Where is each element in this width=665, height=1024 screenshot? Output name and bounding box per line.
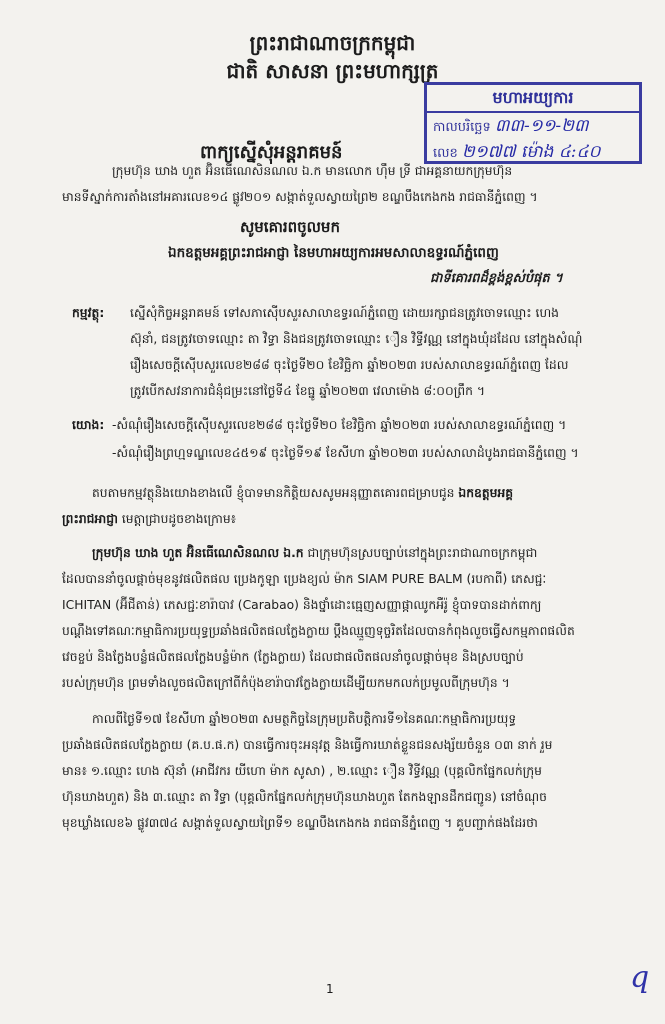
reference-label: យោង: xyxy=(72,418,105,432)
stamp-number-value: ២១៧៧ ម៉ោង ៤:៤០ xyxy=(461,142,601,162)
stamp-date-label: កាលបរិច្ឆេទ xyxy=(433,120,491,135)
addressee-name: ឯកឧត្តមអគ្គព្រះរាជអាជ្ញា នៃមហាអយ្យការអមសាលាឧទ្ធរណ៍ភ្នំពេញ xyxy=(168,245,499,261)
handwritten-margin-mark: q xyxy=(630,960,650,995)
para1-line-1-text: តបតាមកម្មវត្ថុនិងយោងខាងលើ ខ្ញុំបាទមានកិត្តិយសសូមអនុញ្ញាតគោរពជម្រាបជូន xyxy=(92,486,455,500)
para2-line-5: វេចខ្ចប់ និងក្លែងបន្លំផលិតផលក្លែងបន្លំម៉ាក (ក្លែងក្លាយ) ដែលជាផលិតផលនាំចូលផ្តាច់មុខ និងស្របច្បាប់ xyxy=(62,650,524,664)
stamp-date-value: ៣៣-១១-២៣ xyxy=(494,116,589,136)
addressee-honorific: ជាទីគោរពដ៏ខ្ពង់ខ្ពស់បំផុត ។ xyxy=(430,271,563,286)
para1-line-2-text: មេត្តាជ្រាបដូចខាងក្រោម៖ xyxy=(121,512,237,526)
national-motto: ជាតិ សាសនា ព្រះមហាក្សត្រ xyxy=(226,59,439,83)
subject-line-1: ស្នើសុំកិច្ចអន្តរាគមន៍ ទៅសភាស៊ើបសួរសាលាឧទ្ធរណ៍ភ្នំពេញ ដោយរក្សាជនត្រូវចោទឈ្មោះ ហេង xyxy=(130,306,559,320)
stamp-title: មហាអយ្យការ xyxy=(427,85,639,113)
para1-line-2-title: ព្រះរាជអាជ្ញា xyxy=(62,512,118,526)
reference-line-2: -សំណុំរឿងព្រហ្មទណ្ឌលេខ៤៥១៩ ចុះថ្ងៃទី១៩ ខែសីហា ឆ្នាំ២០២៣ របស់សាលាដំបូងរាជធានីភ្នំពេញ ។ xyxy=(112,446,579,460)
addressee-greeting: សូមគោរពចូលមក xyxy=(240,218,340,236)
para3-line-5: មុខឃ្លាំងលេខ៦ ផ្លូវ៣៧៤ សង្កាត់ទួលស្វាយព្រៃទី១ ខណ្ឌបឹងកេងកង រាជធានីភ្នំពេញ ។ គួបញ្ជាក់ផងដែរថា xyxy=(62,816,538,830)
para1-line-1 xyxy=(92,480,513,506)
para1-line-1-title: ឯកឧត្តមអគ្គ xyxy=(458,486,514,500)
para3-line-2: ប្រឆាំងផលិតផលក្លែងក្លាយ (គ.ប.ផ.ក) បានធ្វើការចុះអនុវត្ត និងធ្វើការឃាត់ខ្លួនជនសង្ស័យចំនួន ០៣ នាក់ រួម xyxy=(62,738,553,752)
para3-line-4: ហ៊ុនឃាងហួត) និង ៣.ឈ្មោះ តា វិទ្ធា (បុគ្គលិកផ្នែកលក់ក្រុមហ៊ុនឃាងហួត តែកងឡានដឹកជញ្ជូន) នៅចំណុច xyxy=(62,790,547,804)
subject-line-2: ស៊ុនាំ, ជនត្រូវចោទឈ្មោះ តា វិទ្ធា និងជនត្រូវចោទឈ្មោះ ឿន វិទ្ធីវណ្ណ នៅក្នុងឃុំដដែល នៅក្នុងសំណុំ xyxy=(130,332,583,346)
para1-line-2 xyxy=(62,506,236,532)
kingdom-header: ព្រះរាជាណាចក្រកម្ពុជា xyxy=(249,31,416,55)
subject-line-4: ត្រូវបើកសវនាការជំនុំជម្រះនៅថ្ងៃទី៤ ខែធ្នូ ឆ្នាំ២០២៣ វេលាម៉ោង ៨:០០ព្រឹក ។ xyxy=(130,384,486,398)
subject-label: កម្មវត្ថុ: xyxy=(72,306,105,320)
stamp-number-label: លេខ xyxy=(433,146,458,161)
page-number: 1 xyxy=(326,982,334,996)
para2-line-1 xyxy=(92,540,537,566)
para2-line-6: របស់ក្រុមហ៊ុន ព្រមទាំងលួចផលិតក្រៅពីកំប៉ុងខារ៉ាបាវក្លែងក្លាយដើម្បីយកមកលក់ប្រមូលពីក្រុមហ៊ុន ។ xyxy=(62,676,510,690)
stamp-date-row xyxy=(427,113,639,139)
para2-line-3: ICHITAN (អ៊ីជីតាន់) ភេសជ្ជៈខារ៉ាបាវ (Carabao) និងថ្នាំដោះធ្មេញសញ្ញាផ្កាឈូកអឺរ៉ូ ខ្ញុំបាទបានដាក់ពាក្យ xyxy=(62,598,542,612)
para2-line-2: ដែលបាននាំចូលផ្តាច់មុខនូវផលិតផល ប្រេងកូឡា ប្រេងខ្យល់ ម៉ាក SIAM PURE BALM (របកាពី) ភេសជ្ជៈ xyxy=(62,572,547,586)
para2-line-4: បណ្តឹងទៅគណៈកម្មាធិការប្រយុទ្ធប្រឆាំងផលិតផលក្លែងក្លាយ ប្តឹងឈ្មួញទុច្ចរិតដែលបានកំពុងលួចធ្វើសកម្មភាពផលិត xyxy=(62,624,575,638)
intro-line-1: ក្រុមហ៊ុន ឃាង ហួត អ៊ិនធើណេសិនណល ឯ.ក មានលោក ហ៊ឹម ទ្រី ជាអគ្គនាយកក្រុមហ៊ុន xyxy=(112,164,513,178)
para2-line-1-text: ជាក្រុមហ៊ុនស្របច្បាប់នៅក្នុងព្រះរាជាណាចក្រកម្ពុជា xyxy=(307,546,538,560)
para3-line-3: មាន៖ ១.ឈ្មោះ ហេង ស៊ុនាំ (អាជីវករ យីហោ ម៉ាក សូសា) , ២.ឈ្មោះ ឿន វិទ្ធីវណ្ណ (បុគ្គលិកផ្នែកលក់ក្រុម xyxy=(62,764,542,778)
reference-line-1: -សំណុំរឿងសេចក្តីស៊ើបសួរលេខ២៨៨ ចុះថ្ងៃទី២០ ខែវិច្ឆិកា ឆ្នាំ២០២៣ របស់សាលាឧទ្ធរណ៍ភ្នំពេញ ។ xyxy=(112,418,567,432)
received-stamp xyxy=(424,82,642,164)
para3-line-1: កាលពីថ្ងៃទី១៧ ខែសីហា ឆ្នាំ២០២៣ សមត្ថកិច្ចនៃក្រុមប្រតិបត្តិការទី១នៃគណៈកម្មាធិការប្រយុទ្ធ xyxy=(92,712,517,726)
para2-company: ក្រុមហ៊ុន ឃាង ហួត អ៊ិនធើណេសិនណល ឯ.ក xyxy=(92,546,304,560)
intro-line-2: មានទីស្នាក់ការតាំងនៅអគារលេខ១៤ ផ្លូវ២០១ សង្កាត់ទួលស្វាយព្រៃ២ ខណ្ឌបឹងកេងកង រាជធានីភ្នំពេញ ។ xyxy=(62,190,538,204)
subject-line-3: រឿងសេចក្តីស៊ើបសួរលេខ២៨៨ ចុះថ្ងៃទី២០ ខែវិច្ឆិកា ឆ្នាំ២០២៣ របស់សាលាឧទ្ធរណ៍ភ្នំពេញ ដែល xyxy=(130,358,569,372)
document-title: ពាក្យស្នើសុំអន្តរាគមន៍ xyxy=(200,142,343,163)
